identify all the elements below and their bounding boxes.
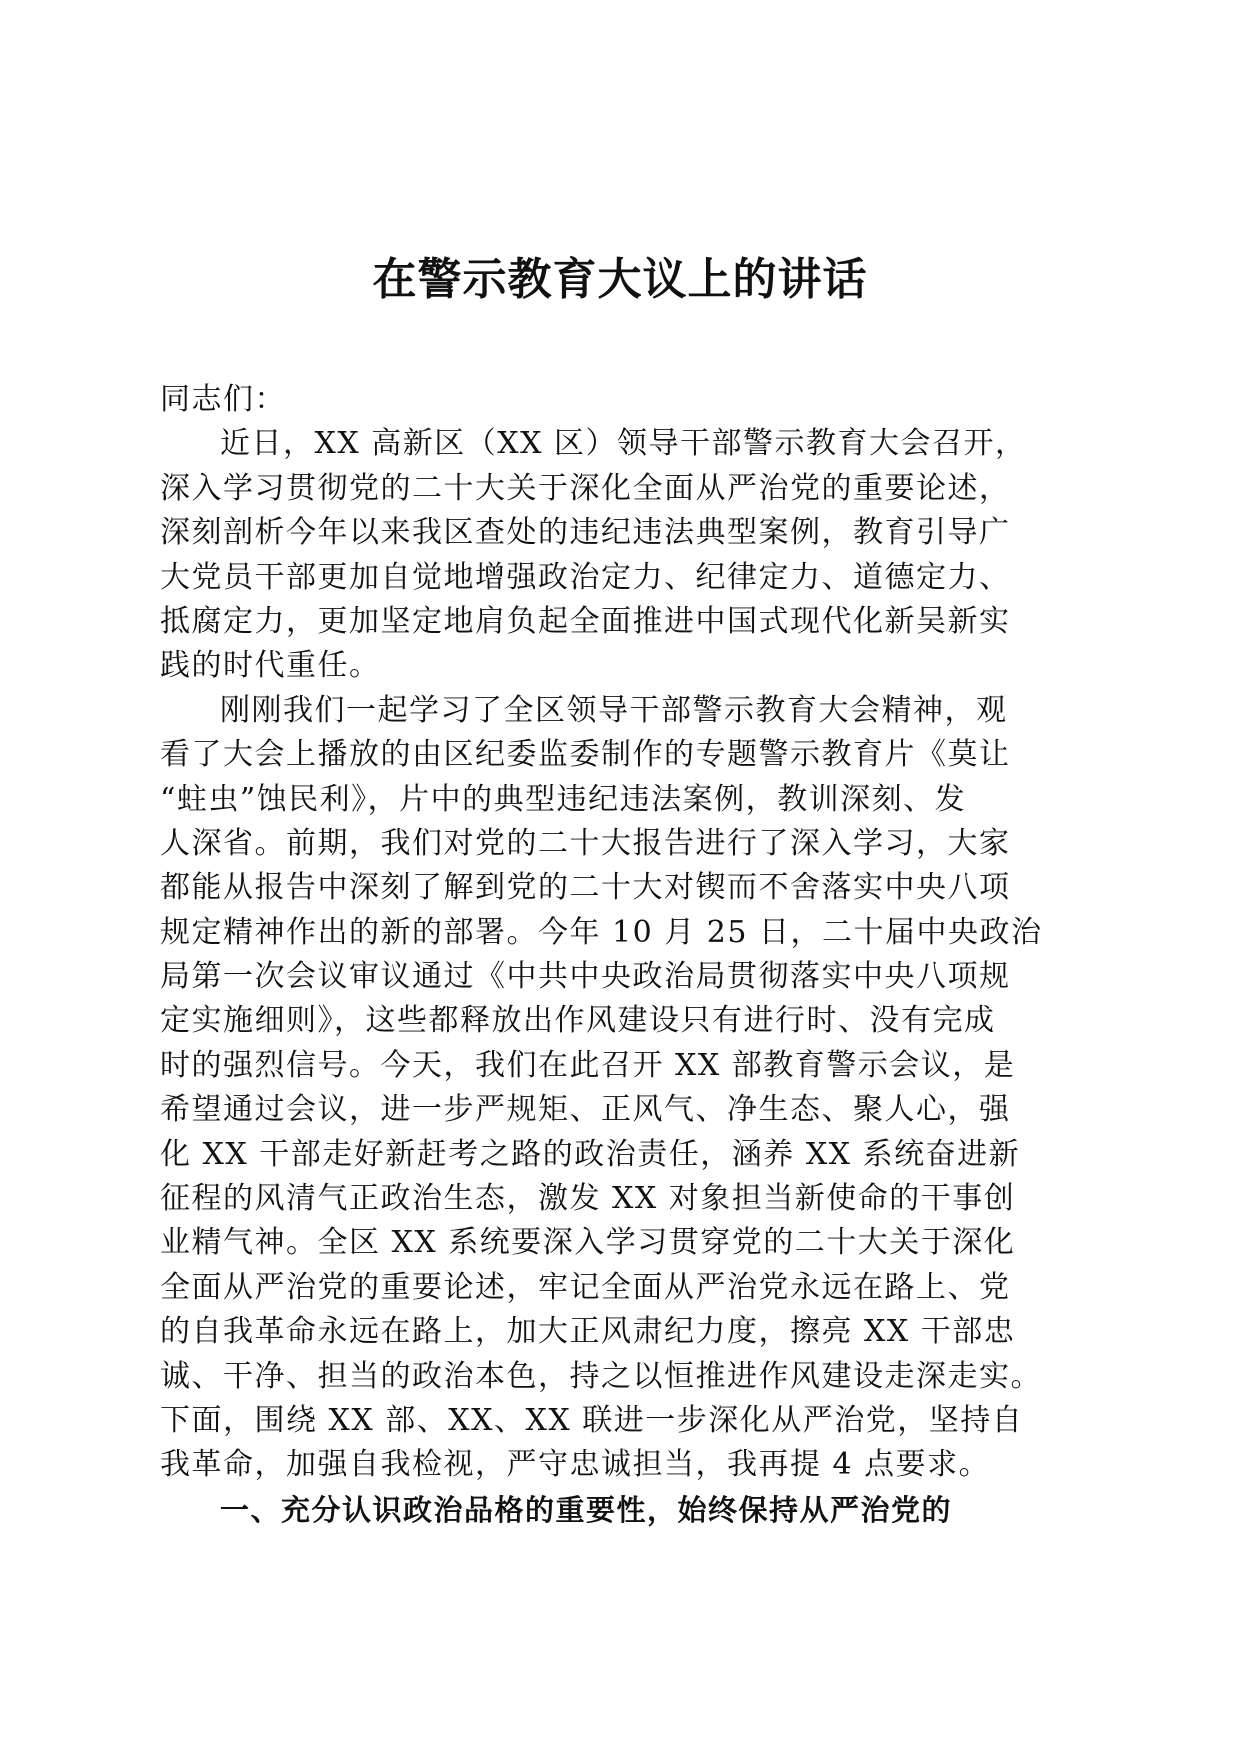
- text-line: 大党员干部更加自觉地增强政治定力、纪律定力、道德定力、: [160, 559, 1011, 595]
- text-line: 深入学习贯彻党的二十大关于深化全面从严治党的重要论述，: [160, 470, 1011, 506]
- document-title: 在警示教育大议上的讲话: [372, 254, 868, 305]
- text-line: 刚刚我们一起学习了全区领导干部警示教育大会精神，观: [220, 692, 1008, 728]
- text-line: 化 XX 干部走好新赶考之路的政治责任，涵养 XX 系统奋进新: [160, 1136, 1021, 1172]
- text-line: 抵腐定力，更加坚定地肩负起全面推进中国式现代化新吴新实: [160, 603, 1011, 639]
- text-line: 时的强烈信号。今天，我们在此召开 XX 部教育警示会议，是: [160, 1047, 1016, 1083]
- document-body: [160, 378, 1080, 1532]
- text-line: 深刻剖析今年以来我区查处的违纪违法典型案例，教育引导广: [160, 515, 1011, 551]
- text-line: 的自我革命永远在路上，加大正风肃纪力度，擦亮 XX 干部忠: [160, 1314, 1016, 1350]
- text-line: “蛀虫”蚀民利》，片中的典型违纪违法案例，教训深刻、发: [160, 781, 967, 817]
- salutation: 同志们：: [160, 382, 286, 417]
- text-line: 业精气神。全区 XX 系统要深入学习贯穿党的二十大关于深化: [160, 1225, 1016, 1261]
- text-line: 规定精神作出的新的部署。今年 10 月 25 日，二十届中央政治: [160, 914, 1043, 950]
- text-line: 践的时代重任。: [160, 648, 381, 684]
- text-line: 我革命，加强自我检视，严守忠诚担当，我再提 4 点要求。: [160, 1447, 991, 1483]
- text-line: 近日，XX 高新区（XX 区）领导干部警示教育大会召开，: [220, 426, 1027, 462]
- text-line: 定实施细则》，这些都释放出作风建设只有进行时、没有完成: [160, 1003, 996, 1039]
- text-line: 全面从严治党的重要论述，牢记全面从严治党永远在路上、党: [160, 1269, 1011, 1305]
- paragraph-1: [160, 422, 1080, 688]
- text-line: 人深省。前期，我们对党的二十大报告进行了深入学习，大家: [160, 825, 1011, 861]
- text-line: 希望通过会议，进一步严规矩、正风气、净生态、聚人心，强: [160, 1092, 1011, 1128]
- section-heading-1: 一、充分认识政治品格的重要性，始终保持从严治党的: [220, 1492, 953, 1527]
- paragraph-2: [160, 689, 1080, 1488]
- text-line: 局第一次会议审议通过《中共中央政治局贯彻落实中央八项规: [160, 959, 1011, 995]
- text-line: 下面，围绕 XX 部、XX、XX 联进一步深化从严治党，坚持自: [160, 1402, 1024, 1438]
- text-line: 看了大会上播放的由区纪委监委制作的专题警示教育片《莫让: [160, 737, 1011, 773]
- text-line: 诚、干净、担当的政治本色，持之以恒推进作风建设走深走实。: [160, 1358, 1042, 1394]
- text-line: 征程的风清气正政治生态，激发 XX 对象担当新使命的干事创: [160, 1181, 1016, 1217]
- text-line: 都能从报告中深刻了解到党的二十大对锲而不舍落实中央八项: [160, 870, 1011, 906]
